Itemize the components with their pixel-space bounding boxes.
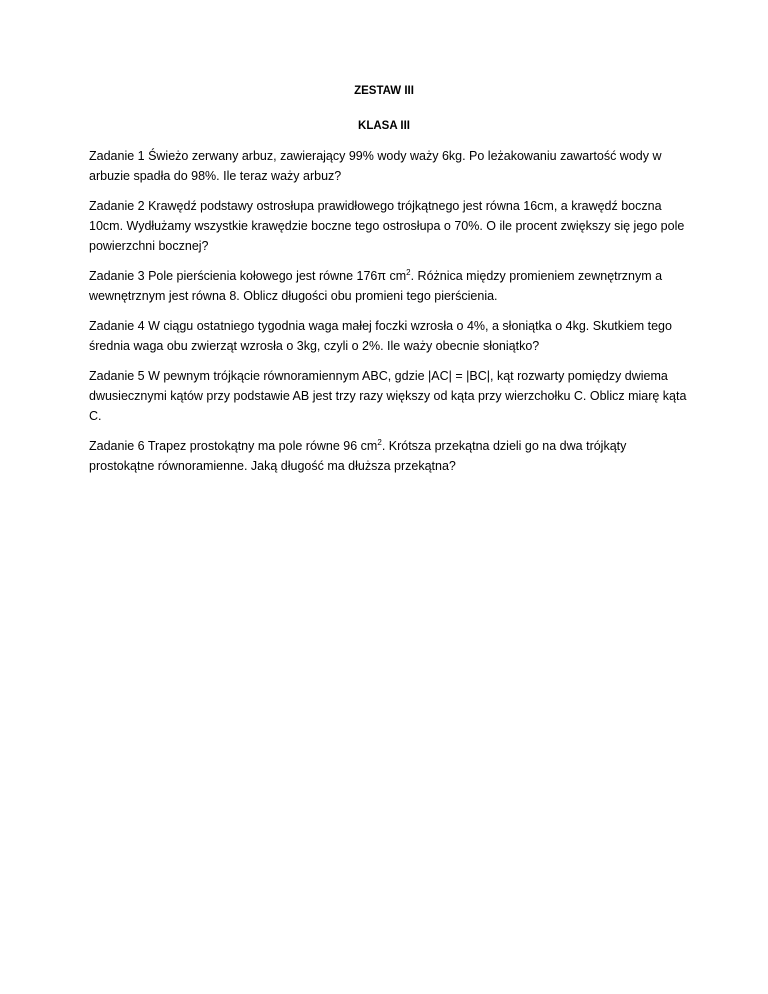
task-6 [89,436,689,476]
task-2: Zadanie 2 Krawędź podstawy ostrosłupa prawidłowego trójkątnego jest równa 16cm, a krawędź boczna 10cm. Wydłużamy wszystkie krawędzie boczne tego ostrosłupa o 70%. O ile procent zwiększy się jego pole powierzchni bocznej? [89,199,685,253]
class-title: KLASA III [358,120,410,132]
task-3-text-after: . Różnica między promieniem zewnętrznym a wewnętrznym jest równa 8. Oblicz długości obu promieni tego pierścienia. [89,269,663,303]
task-6-superscript: 2 [377,437,382,447]
task-list [89,146,689,486]
task-6-text-before: Zadanie 6 Trapez prostokątny ma pole równe 96 cm [89,439,378,453]
task-6-text-after: . Krótsza przekątna dzieli go na dwa trójkąty prostokątne równoramienne. Jaką długość ma dłuższa przekątna? [89,439,627,473]
task-5: Zadanie 5 W pewnym trójkącie równoramiennym ABC, gdzie |AC| = |BC|, kąt rozwarty pomiędzy dwiema dwusiecznymi kątów przy podstawie AB jest trzy razy większy od kąta przy wierzchołku C. Oblicz miarę kąta C. [89,369,687,423]
task-3-text-before: Zadanie 3 Pole pierścienia kołowego jest równe 176π cm [89,269,407,283]
task-1: Zadanie 1 Świeżo zerwany arbuz, zawierający 99% wody waży 6kg. Po leżakowaniu zawartość wody w arbuzie spadła do 98%. Ile teraz waży arbuz? [89,149,662,183]
set-title: ZESTAW III [354,85,414,97]
task-4: Zadanie 4 W ciągu ostatniego tygodnia waga małej foczki wzrosła o 4%, a słoniątka o 4kg. Skutkiem tego średnia waga obu zwierząt wzrosła o 3kg, czyli o 2%. Ile waży obecnie słoniątko? [89,319,672,353]
task-3-superscript: 2 [406,267,411,277]
task-3 [89,266,689,306]
